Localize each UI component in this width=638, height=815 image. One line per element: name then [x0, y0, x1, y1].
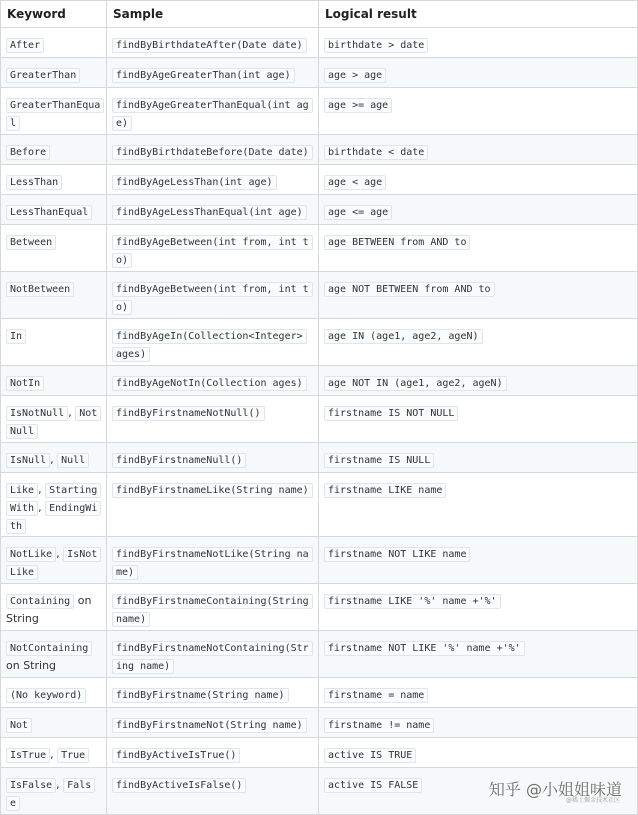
- result-code: age NOT BETWEEN from AND to: [324, 282, 495, 297]
- result-code: birthdate > date: [324, 38, 428, 53]
- result-cell: [319, 319, 638, 366]
- table-row: [1, 135, 638, 165]
- table-row: [1, 738, 638, 768]
- sample-code: findByBirthdateAfter(Date date): [112, 38, 307, 53]
- sample-cell: [107, 443, 319, 473]
- keyword-cell: [1, 58, 107, 88]
- result-cell: [319, 443, 638, 473]
- result-code: age < age: [324, 175, 386, 190]
- keyword-cell: [1, 135, 107, 165]
- table-row: [1, 678, 638, 708]
- sample-cell: [107, 631, 319, 678]
- sample-cell: [107, 366, 319, 396]
- sample-cell: [107, 195, 319, 225]
- table-row: [1, 319, 638, 366]
- result-code: firstname LIKE '%' name +'%': [324, 594, 501, 609]
- result-cell: [319, 708, 638, 738]
- keyword-cell: [1, 272, 107, 319]
- sample-code: findByAgeBetween(int from, int to): [112, 282, 313, 315]
- result-code: age BETWEEN from AND to: [324, 235, 470, 250]
- result-cell: [319, 631, 638, 678]
- result-cell: [319, 272, 638, 319]
- result-code: age >= age: [324, 98, 392, 113]
- table-row: [1, 28, 638, 58]
- keyword-code: Like: [6, 483, 38, 498]
- table-row: [1, 537, 638, 584]
- keyword-cell: IsFalse , False: [1, 768, 107, 815]
- result-code: birthdate < date: [324, 145, 428, 160]
- keyword-cell: [1, 165, 107, 195]
- keyword-code: False: [6, 778, 95, 811]
- watermark-subtext: @稀土掘金技术社区: [565, 797, 620, 804]
- keyword-code: GreaterThanEqual: [6, 98, 104, 131]
- sample-code: findByFirstname(String name): [112, 688, 289, 703]
- sample-cell: [107, 272, 319, 319]
- keyword-code: NotNull: [6, 406, 101, 439]
- result-cell: [319, 165, 638, 195]
- table-row: [1, 708, 638, 738]
- keyword-code: Between: [6, 235, 56, 250]
- result-code: age IN (age1, age2, ageN): [324, 329, 483, 344]
- sample-cell: [107, 88, 319, 135]
- keyword-cell: [1, 195, 107, 225]
- sample-code: findByFirstnameNull(): [112, 453, 246, 468]
- result-code: firstname NOT LIKE name: [324, 547, 470, 562]
- keyword-code: NotIn: [6, 376, 44, 391]
- result-cell: [319, 584, 638, 631]
- sample-cell: [107, 58, 319, 88]
- keyword-cell: [1, 225, 107, 272]
- keyword-code: NotBetween: [6, 282, 74, 297]
- sample-code: findByAgeLessThan(int age): [112, 175, 277, 190]
- keyword-cell: [1, 631, 107, 678]
- sample-code: findByAgeIn(Collection<Integer> ages): [112, 329, 307, 362]
- keyword-cell: NotLike , IsNotLike: [1, 537, 107, 584]
- sample-cell: [107, 396, 319, 443]
- keyword-code: NotContaining: [6, 641, 92, 656]
- sample-code: findByAgeBetween(int from, int to): [112, 235, 313, 268]
- result-code: active IS FALSE: [324, 778, 422, 793]
- sample-code: findByFirstnameLike(String name): [112, 483, 313, 498]
- keyword-code: Before: [6, 145, 50, 160]
- result-cell: [319, 195, 638, 225]
- keyword-code: IsNull: [6, 453, 50, 468]
- keyword-code: NotLike: [6, 547, 56, 562]
- watermark-text: 知乎 @小姐姐味道: [488, 780, 622, 799]
- table-row: [1, 58, 638, 88]
- sample-code: findByFirstnameNotNull(): [112, 406, 265, 421]
- table-row: [1, 272, 638, 319]
- result-code: firstname NOT LIKE '%' name +'%': [324, 641, 525, 656]
- table-row: [1, 165, 638, 195]
- keyword-code: Containing: [6, 594, 74, 609]
- sample-cell: [107, 165, 319, 195]
- sample-code: findByAgeNotIn(Collection ages): [112, 376, 307, 391]
- result-cell: [319, 366, 638, 396]
- keyword-code: (No keyword): [6, 688, 86, 703]
- sample-code: findByFirstnameNot(String name): [112, 718, 307, 733]
- keyword-cell: IsTrue , True: [1, 738, 107, 768]
- keyword-suffix: on String: [6, 594, 92, 625]
- result-code: firstname LIKE name: [324, 483, 446, 498]
- result-code: age NOT IN (age1, age2, ageN): [324, 376, 507, 391]
- sample-cell: [107, 678, 319, 708]
- result-cell: [319, 135, 638, 165]
- header-keyword: Keyword: [1, 1, 107, 28]
- watermark: [488, 777, 622, 804]
- result-code: age <= age: [324, 205, 392, 220]
- result-cell: [319, 396, 638, 443]
- keyword-code: IsNotLike: [6, 547, 101, 580]
- sample-code: findByFirstnameNotLike(String name): [112, 547, 313, 580]
- keyword-cell: Like , StartingWith , EndingWith: [1, 473, 107, 537]
- header-row: [1, 1, 638, 28]
- result-code: firstname = name: [324, 688, 428, 703]
- sample-cell: [107, 768, 319, 815]
- sample-code: findByAgeLessThanEqual(int age): [112, 205, 307, 220]
- keyword-code: LessThanEqual: [6, 205, 92, 220]
- keyword-suffix: on String: [6, 659, 57, 672]
- table-body: [1, 28, 638, 815]
- keyword-cell: [1, 319, 107, 366]
- keyword-cell: [1, 28, 107, 58]
- table-row: [1, 195, 638, 225]
- keyword-code: In: [6, 329, 26, 344]
- table-row: [1, 473, 638, 537]
- sample-code: findByActiveIsTrue(): [112, 748, 240, 763]
- sample-code: findByActiveIsFalse(): [112, 778, 246, 793]
- keyword-code: Not: [6, 718, 32, 733]
- result-cell: [319, 58, 638, 88]
- table-row: [1, 584, 638, 631]
- keyword-code: Null: [57, 453, 89, 468]
- keyword-code: LessThan: [6, 175, 62, 190]
- result-cell: [319, 738, 638, 768]
- sample-cell: [107, 225, 319, 272]
- keyword-cell: IsNull , Null: [1, 443, 107, 473]
- result-cell: [319, 678, 638, 708]
- keyword-cell: [1, 88, 107, 135]
- keyword-cell: [1, 366, 107, 396]
- result-cell: [319, 225, 638, 272]
- sample-code: findByAgeGreaterThan(int age): [112, 68, 295, 83]
- result-code: active IS TRUE: [324, 748, 416, 763]
- keyword-code: StartingWith: [6, 483, 101, 516]
- sample-cell: [107, 584, 319, 631]
- table-row: [1, 443, 638, 473]
- sample-cell: [107, 319, 319, 366]
- keyword-code: IsTrue: [6, 748, 50, 763]
- table-row: [1, 366, 638, 396]
- sample-cell: [107, 708, 319, 738]
- table-row: [1, 225, 638, 272]
- result-cell: [319, 473, 638, 537]
- keyword-code: GreaterThan: [6, 68, 80, 83]
- sample-cell: [107, 473, 319, 537]
- table-row: [1, 396, 638, 443]
- sample-code: findByBirthdateBefore(Date date): [112, 145, 313, 160]
- result-code: firstname != name: [324, 718, 434, 733]
- sample-cell: [107, 537, 319, 584]
- result-cell: [319, 88, 638, 135]
- header-logical-result: Logical result: [319, 1, 638, 28]
- keyword-code: True: [57, 748, 89, 763]
- keyword-code: EndingWith: [6, 501, 101, 534]
- result-code: age > age: [324, 68, 386, 83]
- keyword-cell: [1, 708, 107, 738]
- table-row: [1, 88, 638, 135]
- result-cell: [319, 28, 638, 58]
- sample-code: findByFirstnameContaining(String name): [112, 594, 313, 627]
- sample-code: findByFirstnameNotContaining(String name): [112, 641, 313, 674]
- sample-cell: [107, 28, 319, 58]
- header-sample: Sample: [107, 1, 319, 28]
- sample-cell: [107, 738, 319, 768]
- sample-code: findByAgeGreaterThanEqual(int age): [112, 98, 313, 131]
- keyword-code: IsFalse: [6, 778, 56, 793]
- result-code: firstname IS NOT NULL: [324, 406, 458, 421]
- sample-cell: [107, 135, 319, 165]
- result-code: firstname IS NULL: [324, 453, 434, 468]
- keyword-code: IsNotNull: [6, 406, 68, 421]
- result-cell: [319, 537, 638, 584]
- keyword-cell: [1, 584, 107, 631]
- keyword-code: After: [6, 38, 44, 53]
- keyword-cell: [1, 678, 107, 708]
- keyword-cell: IsNotNull , NotNull: [1, 396, 107, 443]
- table-row: [1, 631, 638, 678]
